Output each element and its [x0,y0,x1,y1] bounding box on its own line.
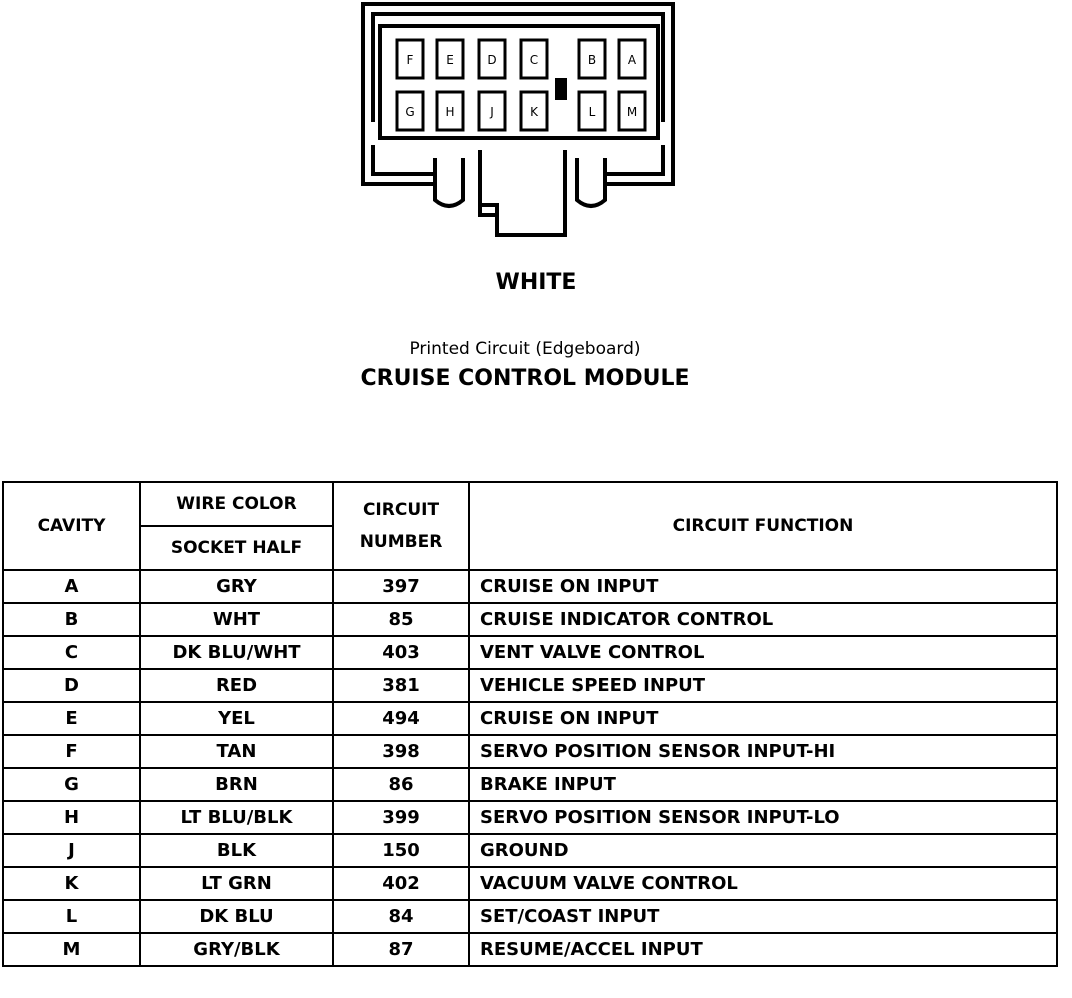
cavity-cell: G [3,768,140,801]
table-row [3,735,1057,768]
table-row [3,702,1057,735]
wire-color-cell: LT GRN [140,867,333,900]
cavity-cell: C [3,636,140,669]
pinout-table [2,481,1058,967]
circuit-function-cell: BRAKE INPUT [469,768,1057,801]
pin-label-a: A [627,53,637,67]
wire-color-cell: TAN [140,735,333,768]
circuit-function-cell: VACUUM VALVE CONTROL [469,867,1057,900]
pin-label-f: F [406,53,414,67]
cavity-cell: J [3,834,140,867]
connector-diagram [355,0,685,245]
table-row [3,834,1057,867]
wire-color-cell: GRY/BLK [140,933,333,966]
table-row [3,636,1057,669]
wire-color-cell: YEL [140,702,333,735]
table-row [3,570,1057,603]
table-row [3,801,1057,834]
circuit-number-cell: 398 [333,735,469,768]
circuit-number-cell: 86 [333,768,469,801]
wire-color-cell: DK BLU/WHT [140,636,333,669]
table-row [3,867,1057,900]
pin-label-d: D [487,53,497,67]
cavity-cell: K [3,867,140,900]
pin-label-c: C [529,53,539,67]
circuit-function-cell: GROUND [469,834,1057,867]
wire-color-cell: RED [140,669,333,702]
circuit-number-cell: 399 [333,801,469,834]
table-row [3,900,1057,933]
wire-color-cell: BLK [140,834,333,867]
cavity-cell: E [3,702,140,735]
pin-label-m: M [626,105,638,119]
circuit-function-cell: SERVO POSITION SENSOR INPUT-HI [469,735,1057,768]
wire-color-cell: DK BLU [140,900,333,933]
connector-color-label: WHITE [495,270,577,295]
circuit-number-cell: 84 [333,900,469,933]
pin-label-e: E [446,53,454,67]
circuit-function-cell: CRUISE ON INPUT [469,570,1057,603]
circuit-number-cell: 397 [333,570,469,603]
cavity-cell: A [3,570,140,603]
pin-label-j: J [490,105,494,119]
pin-label-b: B [587,53,597,67]
circuit-number-cell: 494 [333,702,469,735]
header-socket-half: SOCKET HALF [140,526,333,570]
header-cavity: CAVITY [3,482,140,570]
circuit-function-cell: RESUME/ACCEL INPUT [469,933,1057,966]
circuit-number-cell: 85 [333,603,469,636]
wire-color-cell: WHT [140,603,333,636]
circuit-number-cell: 150 [333,834,469,867]
cavity-cell: D [3,669,140,702]
circuit-function-cell: VEHICLE SPEED INPUT [469,669,1057,702]
pin-label-k: K [530,105,538,119]
circuit-function-cell: SERVO POSITION SENSOR INPUT-LO [469,801,1057,834]
circuit-function-cell: CRUISE INDICATOR CONTROL [469,603,1057,636]
module-subtitle: Printed Circuit (Edgeboard) [409,339,641,359]
cavity-cell: F [3,735,140,768]
header-wire-color: WIRE COLOR [140,482,333,526]
circuit-function-cell: VENT VALVE CONTROL [469,636,1057,669]
pin-cavities-top-row [397,40,645,78]
table-row [3,933,1057,966]
pin-cavities-bottom-row [397,92,645,130]
circuit-number-cell: 87 [333,933,469,966]
module-title: CRUISE CONTROL MODULE [360,366,690,391]
circuit-number-cell: 402 [333,867,469,900]
cavity-cell: L [3,900,140,933]
circuit-function-cell: CRUISE ON INPUT [469,702,1057,735]
cavity-cell: H [3,801,140,834]
table-row [3,768,1057,801]
header-circuit-number: CIRCUIT NUMBER [333,482,469,570]
circuit-number-cell: 381 [333,669,469,702]
cavity-cell: M [3,933,140,966]
pin-label-l: L [588,105,596,119]
table-row [3,669,1057,702]
circuit-number-cell: 403 [333,636,469,669]
cavity-cell: B [3,603,140,636]
pin-label-g: G [405,105,415,119]
wire-color-cell: LT BLU/BLK [140,801,333,834]
wire-color-cell: GRY [140,570,333,603]
table-row [3,603,1057,636]
circuit-function-cell: SET/COAST INPUT [469,900,1057,933]
header-circuit-function: CIRCUIT FUNCTION [469,482,1057,570]
pin-label-h: H [445,105,455,119]
wire-color-cell: BRN [140,768,333,801]
